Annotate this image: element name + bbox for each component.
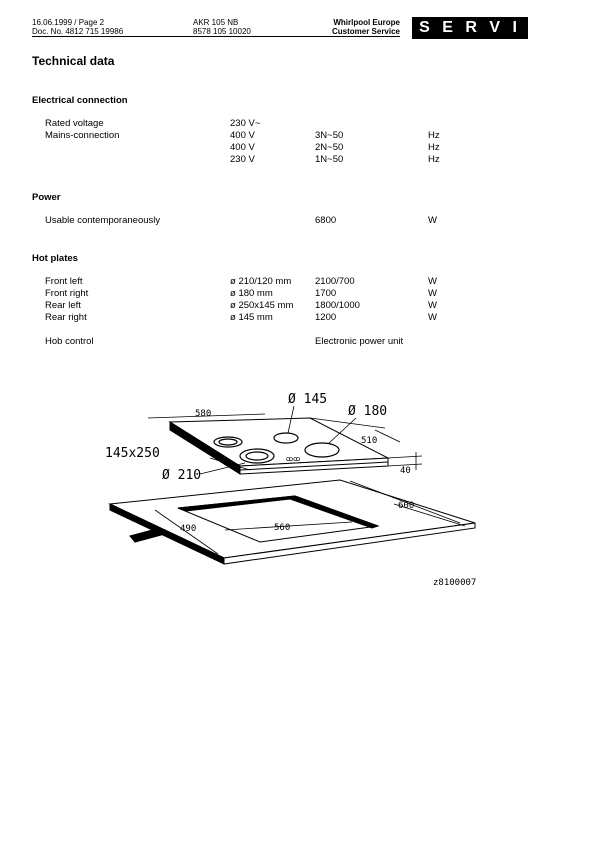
drawing-code: z8100007	[433, 578, 477, 588]
spec-value-2: Electronic power unit	[315, 336, 404, 347]
spec-label: Rear left	[45, 300, 81, 311]
dim-580: 580	[195, 409, 212, 419]
spec-row	[0, 142, 595, 154]
company-dept: Customer Service	[331, 27, 400, 36]
spec-value: 230 V~	[230, 118, 261, 129]
spec-row	[0, 276, 595, 288]
spec-row	[0, 154, 595, 166]
spec-row	[0, 130, 595, 142]
spec-value-2: 1700	[315, 288, 337, 299]
spec-value-2: 2N~50	[315, 142, 344, 153]
model-ref	[193, 18, 251, 36]
spec-value-2: 3N~50	[315, 130, 344, 141]
spec-row	[0, 215, 595, 227]
page-title: Technical data	[32, 54, 115, 68]
dim-510: 510	[361, 436, 378, 446]
spec-value: ø 180 mm	[230, 288, 273, 299]
spec-label: Front right	[45, 288, 89, 299]
spec-row	[0, 300, 595, 312]
spec-unit: Hz	[428, 154, 440, 165]
doc-number: Doc. No. 4812 715 19986	[32, 27, 124, 36]
spec-row	[0, 312, 595, 324]
hob-dimension-drawing	[100, 378, 500, 593]
date-page: 16.06.1999 / Page 2	[32, 18, 105, 27]
dim-40: 40	[400, 466, 411, 476]
company-name: Whirlpool Europe	[333, 18, 400, 27]
spec-label: Mains-connection	[45, 130, 120, 141]
spec-label: Usable contemporaneously	[45, 215, 161, 226]
spec-row	[0, 118, 595, 130]
spec-value: 400 V	[230, 130, 255, 141]
spec-value: ø 145 mm	[230, 312, 273, 323]
spec-value: 400 V	[230, 142, 255, 153]
spec-label: Rear right	[45, 312, 87, 323]
spec-value: 230 V	[230, 154, 255, 165]
section-heading-electrical: Electrical connection	[32, 95, 128, 106]
dim-600: 600	[398, 501, 415, 511]
service-badge: S E R V I C E	[412, 17, 528, 39]
spec-row	[0, 288, 595, 300]
spec-label: Rated voltage	[45, 118, 104, 129]
spec-value: ø 210/120 mm	[230, 276, 292, 287]
cutout-panel	[110, 480, 475, 564]
header-divider	[32, 36, 400, 37]
spec-unit: W	[428, 312, 437, 323]
spec-value-2: 2100/700	[315, 276, 355, 287]
section-heading-power: Power	[32, 192, 61, 203]
dim-d180: Ø 180	[348, 404, 388, 419]
spec-unit: W	[428, 300, 437, 311]
model-name: AKR 105 NB	[193, 18, 239, 27]
spec-label: Front left	[45, 276, 83, 287]
spec-value-2: 6800	[315, 215, 337, 226]
spec-row	[0, 336, 595, 348]
spec-value: ø 250x145 mm	[230, 300, 294, 311]
spec-unit: W	[428, 215, 437, 226]
model-number: 8578 105 10020	[193, 27, 251, 36]
spec-unit: Hz	[428, 142, 440, 153]
control-symbols: ꝏꝏ	[286, 456, 301, 463]
dim-490: 490	[180, 524, 197, 534]
spec-value-2: 1N~50	[315, 154, 344, 165]
dim-d145: Ø 145	[288, 392, 328, 407]
spec-unit: Hz	[428, 130, 440, 141]
dim-d210: Ø 210	[162, 468, 202, 483]
spec-value-2: 1200	[315, 312, 337, 323]
company-ref	[300, 18, 400, 36]
doc-date-ref	[32, 18, 123, 36]
section-heading-hotplates: Hot plates	[32, 253, 78, 264]
dim-oval: 145x250	[105, 446, 160, 461]
spec-value-2: 1800/1000	[315, 300, 360, 311]
spec-label: Hob control	[45, 336, 94, 347]
hob-body	[170, 418, 388, 474]
spec-unit: W	[428, 288, 437, 299]
spec-unit: W	[428, 276, 437, 287]
dim-560: 560	[274, 523, 291, 533]
